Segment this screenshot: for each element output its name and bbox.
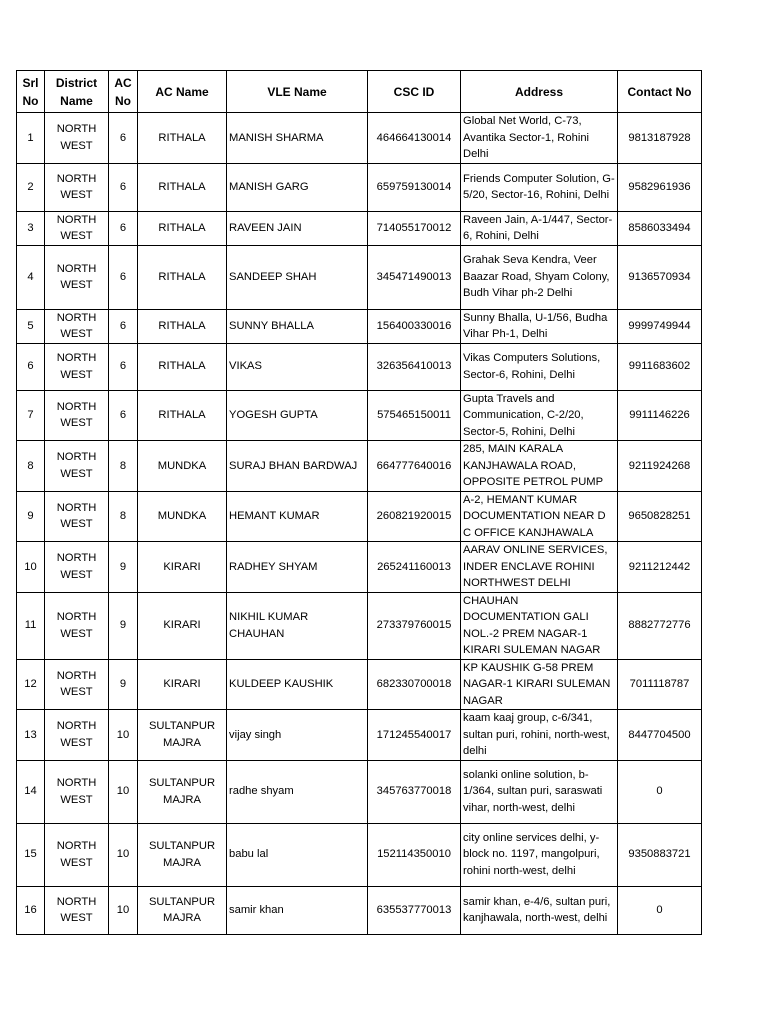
vle-name-cell: KULDEEP KAUSHIK [227,659,368,710]
header-district-name: District Name [45,71,109,113]
ac-no-cell: 6 [109,390,138,441]
ac-no-cell: 6 [109,163,138,211]
contact-cell: 8586033494 [618,211,702,245]
srl-cell: 3 [17,211,45,245]
csc-id-cell: 575465150011 [368,390,461,441]
ac-no-cell: 10 [109,823,138,886]
ac-name-cell: RITHALA [138,309,227,343]
csc-id-cell: 156400330016 [368,309,461,343]
table-row [17,245,702,309]
contact-cell: 9211212442 [618,542,702,593]
contact-cell: 9999749944 [618,309,702,343]
ac-no-cell: 9 [109,659,138,710]
header-srl-no: Srl No [17,71,45,113]
table-row [17,309,702,343]
srl-cell: 6 [17,343,45,390]
ac-no-cell: 8 [109,441,138,492]
ac-no-cell: 6 [109,211,138,245]
address-cell: Raveen Jain, A-1/447, Sector-6, Rohini, Delhi [461,211,618,245]
header-contact-no: Contact No [618,71,702,113]
address-cell: Grahak Seva Kendra, Veer Baazar Road, Shyam Colony, Budh Vihar ph-2 Delhi [461,245,618,309]
vle-name-cell: VIKAS [227,343,368,390]
contact-cell: 9911683602 [618,343,702,390]
srl-cell: 5 [17,309,45,343]
csc-id-cell: 345471490013 [368,245,461,309]
vle-name-cell: samir khan [227,886,368,934]
address-cell: KP KAUSHIK G-58 PREM NAGAR-1 KIRARI SULEMAN NAGAR [461,659,618,710]
ac-no-cell: 6 [109,343,138,390]
ac-no-cell: 8 [109,491,138,542]
district-cell: NORTH WEST [45,309,109,343]
district-cell: NORTH WEST [45,245,109,309]
vle-name-cell: vijay singh [227,710,368,761]
csc-id-cell: 464664130014 [368,113,461,164]
address-cell: kaam kaaj group, c-6/341, sultan puri, rohini, north-west, delhi [461,710,618,761]
ac-no-cell: 10 [109,710,138,761]
address-cell: A-2, HEMANT KUMAR DOCUMENTATION NEAR D C OFFICE KANJHAWALA [461,491,618,542]
srl-cell: 8 [17,441,45,492]
contact-cell: 9650828251 [618,491,702,542]
ac-name-cell: SULTANPUR MAJRA [138,710,227,761]
table-row [17,211,702,245]
srl-cell: 13 [17,710,45,761]
district-cell: NORTH WEST [45,823,109,886]
table-row [17,343,702,390]
table-row [17,823,702,886]
ac-no-cell: 6 [109,113,138,164]
ac-no-cell: 9 [109,592,138,659]
contact-cell: 8882772776 [618,592,702,659]
ac-name-cell: SULTANPUR MAJRA [138,760,227,823]
srl-cell: 2 [17,163,45,211]
header-row [17,71,702,113]
ac-no-cell: 9 [109,542,138,593]
srl-cell: 4 [17,245,45,309]
table-row [17,441,702,492]
district-cell: NORTH WEST [45,211,109,245]
vle-name-cell: SANDEEP SHAH [227,245,368,309]
header-ac-name: AC Name [138,71,227,113]
table-row [17,886,702,934]
csc-id-cell: 265241160013 [368,542,461,593]
vle-name-cell: HEMANT KUMAR [227,491,368,542]
ac-name-cell: RITHALA [138,113,227,164]
table-row [17,760,702,823]
district-cell: NORTH WEST [45,163,109,211]
srl-cell: 11 [17,592,45,659]
csc-id-cell: 345763770018 [368,760,461,823]
ac-name-cell: MUNDKA [138,491,227,542]
ac-name-cell: KIRARI [138,592,227,659]
district-cell: NORTH WEST [45,390,109,441]
address-cell: samir khan, e-4/6, sultan puri, kanjhawala, north-west, delhi [461,886,618,934]
address-cell: CHAUHAN DOCUMENTATION GALI NOL.-2 PREM NAGAR-1 KIRARI SULEMAN NAGAR [461,592,618,659]
contact-cell: 0 [618,760,702,823]
csc-id-cell: 682330700018 [368,659,461,710]
contact-cell: 9350883721 [618,823,702,886]
table-row [17,542,702,593]
table-row [17,113,702,164]
contact-cell: 9582961936 [618,163,702,211]
srl-cell: 12 [17,659,45,710]
address-cell: Global Net World, C-73, Avantika Sector-1, Rohini Delhi [461,113,618,164]
ac-name-cell: RITHALA [138,343,227,390]
vle-name-cell: SURAJ BHAN BARDWAJ [227,441,368,492]
vle-name-cell: RADHEY SHYAM [227,542,368,593]
vle-name-cell: babu lal [227,823,368,886]
ac-no-cell: 6 [109,245,138,309]
contact-cell: 9911146226 [618,390,702,441]
ac-name-cell: KIRARI [138,542,227,593]
vle-name-cell: MANISH GARG [227,163,368,211]
srl-cell: 16 [17,886,45,934]
ac-name-cell: RITHALA [138,245,227,309]
ac-name-cell: SULTANPUR MAJRA [138,886,227,934]
srl-cell: 7 [17,390,45,441]
district-cell: NORTH WEST [45,659,109,710]
vle-name-cell: MANISH SHARMA [227,113,368,164]
csc-id-cell: 659759130014 [368,163,461,211]
vle-name-cell: RAVEEN JAIN [227,211,368,245]
address-cell: Friends Computer Solution, G-5/20, Sector-16, Rohini, Delhi [461,163,618,211]
header-csc-id: CSC ID [368,71,461,113]
contact-cell: 9136570934 [618,245,702,309]
csc-id-cell: 152114350010 [368,823,461,886]
district-cell: NORTH WEST [45,760,109,823]
ac-name-cell: KIRARI [138,659,227,710]
ac-no-cell: 10 [109,760,138,823]
csc-id-cell: 171245540017 [368,710,461,761]
srl-cell: 9 [17,491,45,542]
csc-id-cell: 714055170012 [368,211,461,245]
contact-cell: 7011118787 [618,659,702,710]
table-row [17,592,702,659]
srl-cell: 1 [17,113,45,164]
header-address: Address [461,71,618,113]
district-cell: NORTH WEST [45,491,109,542]
csc-id-cell: 326356410013 [368,343,461,390]
ac-name-cell: RITHALA [138,390,227,441]
ac-no-cell: 6 [109,309,138,343]
contact-cell: 9211924268 [618,441,702,492]
address-cell: Gupta Travels and Communication, C-2/20, Sector-5, Rohini, Delhi [461,390,618,441]
table-row [17,163,702,211]
district-cell: NORTH WEST [45,113,109,164]
srl-cell: 15 [17,823,45,886]
district-cell: NORTH WEST [45,343,109,390]
ac-name-cell: SULTANPUR MAJRA [138,823,227,886]
ac-name-cell: RITHALA [138,163,227,211]
srl-cell: 10 [17,542,45,593]
vle-name-cell: SUNNY BHALLA [227,309,368,343]
address-cell: solanki online solution, b-1/364, sultan puri, saraswati vihar, north-west, delhi [461,760,618,823]
address-cell: city online services delhi, y-block no. 1197, mangolpuri, rohini north-west, delhi [461,823,618,886]
address-cell: AARAV ONLINE SERVICES, INDER ENCLAVE ROHINI NORTHWEST DELHI [461,542,618,593]
ac-name-cell: RITHALA [138,211,227,245]
district-cell: NORTH WEST [45,441,109,492]
vle-name-cell: NIKHIL KUMAR CHAUHAN [227,592,368,659]
table-row [17,710,702,761]
csc-id-cell: 635537770013 [368,886,461,934]
header-vle-name: VLE Name [227,71,368,113]
srl-cell: 14 [17,760,45,823]
ac-name-cell: MUNDKA [138,441,227,492]
csc-id-cell: 273379760015 [368,592,461,659]
csc-id-cell: 664777640016 [368,441,461,492]
vle-name-cell: radhe shyam [227,760,368,823]
address-cell: Sunny Bhalla, U-1/56, Budha Vihar Ph-1, Delhi [461,309,618,343]
district-cell: NORTH WEST [45,710,109,761]
address-cell: 285, MAIN KARALA KANJHAWALA ROAD, OPPOSITE PETROL PUMP [461,441,618,492]
district-cell: NORTH WEST [45,886,109,934]
contact-cell: 9813187928 [618,113,702,164]
ac-no-cell: 10 [109,886,138,934]
contact-cell: 0 [618,886,702,934]
district-cell: NORTH WEST [45,542,109,593]
table-row [17,390,702,441]
vle-name-cell: YOGESH GUPTA [227,390,368,441]
address-cell: Vikas Computers Solutions, Sector-6, Rohini, Delhi [461,343,618,390]
table-row [17,659,702,710]
header-ac-no: AC No [109,71,138,113]
csc-id-cell: 260821920015 [368,491,461,542]
vle-table [16,70,702,935]
contact-cell: 8447704500 [618,710,702,761]
district-cell: NORTH WEST [45,592,109,659]
table-row [17,491,702,542]
